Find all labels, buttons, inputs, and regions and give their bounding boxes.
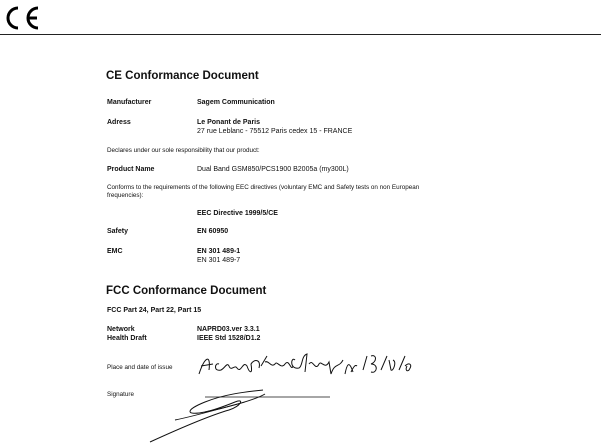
conformity-line-2: frequencies): — [107, 192, 144, 199]
fcc-parts: FCC Part 24, Part 22, Part 15 — [107, 307, 202, 314]
ce-document-title: CE Conformance Document — [106, 70, 259, 82]
product-name-label: Product Name — [107, 166, 155, 173]
safety-label: Safety — [107, 228, 129, 235]
network-label: Network — [107, 326, 135, 333]
header-divider — [0, 34, 601, 35]
product-name-value: Dual Band GSM850/PCS1900 B2005a (my300L) — [197, 166, 349, 173]
address-line-1: Le Ponant de Paris — [197, 119, 261, 126]
health-draft-label: Health Draft — [107, 335, 147, 342]
safety-value: EN 60950 — [197, 228, 229, 235]
declaration-text: Declares under our sole responsibility that our product: — [107, 147, 260, 154]
ce-mark-logo — [2, 5, 42, 31]
place-date-label: Place and date of issue — [107, 364, 173, 371]
signature-label: Signature — [107, 391, 134, 398]
health-draft-value: IEEE Std 1528/D1.2 — [197, 335, 261, 342]
eec-directive: EEC Directive 1999/5/CE — [197, 210, 278, 217]
manufacturer-value: Sagem Communication — [197, 99, 275, 106]
network-value: NAPRD03.ver 3.3.1 — [197, 326, 260, 333]
emc-value-1: EN 301 489-1 — [197, 248, 241, 255]
conformity-line-1: Conforms to the requirements of the following EEC directives (voluntary EMC and Safety tests on non European — [107, 184, 420, 191]
emc-label: EMC — [107, 248, 123, 255]
signature-image — [145, 380, 335, 445]
handwritten-place-date — [195, 350, 415, 378]
manufacturer-label: Manufacturer — [107, 99, 152, 106]
emc-value-2: EN 301 489-7 — [197, 257, 241, 264]
address-label: Adress — [107, 119, 131, 126]
address-line-2: 27 rue Leblanc - 75512 Paris cedex 15 - FRANCE — [197, 128, 353, 135]
fcc-document-title: FCC Conformance Document — [106, 285, 267, 297]
